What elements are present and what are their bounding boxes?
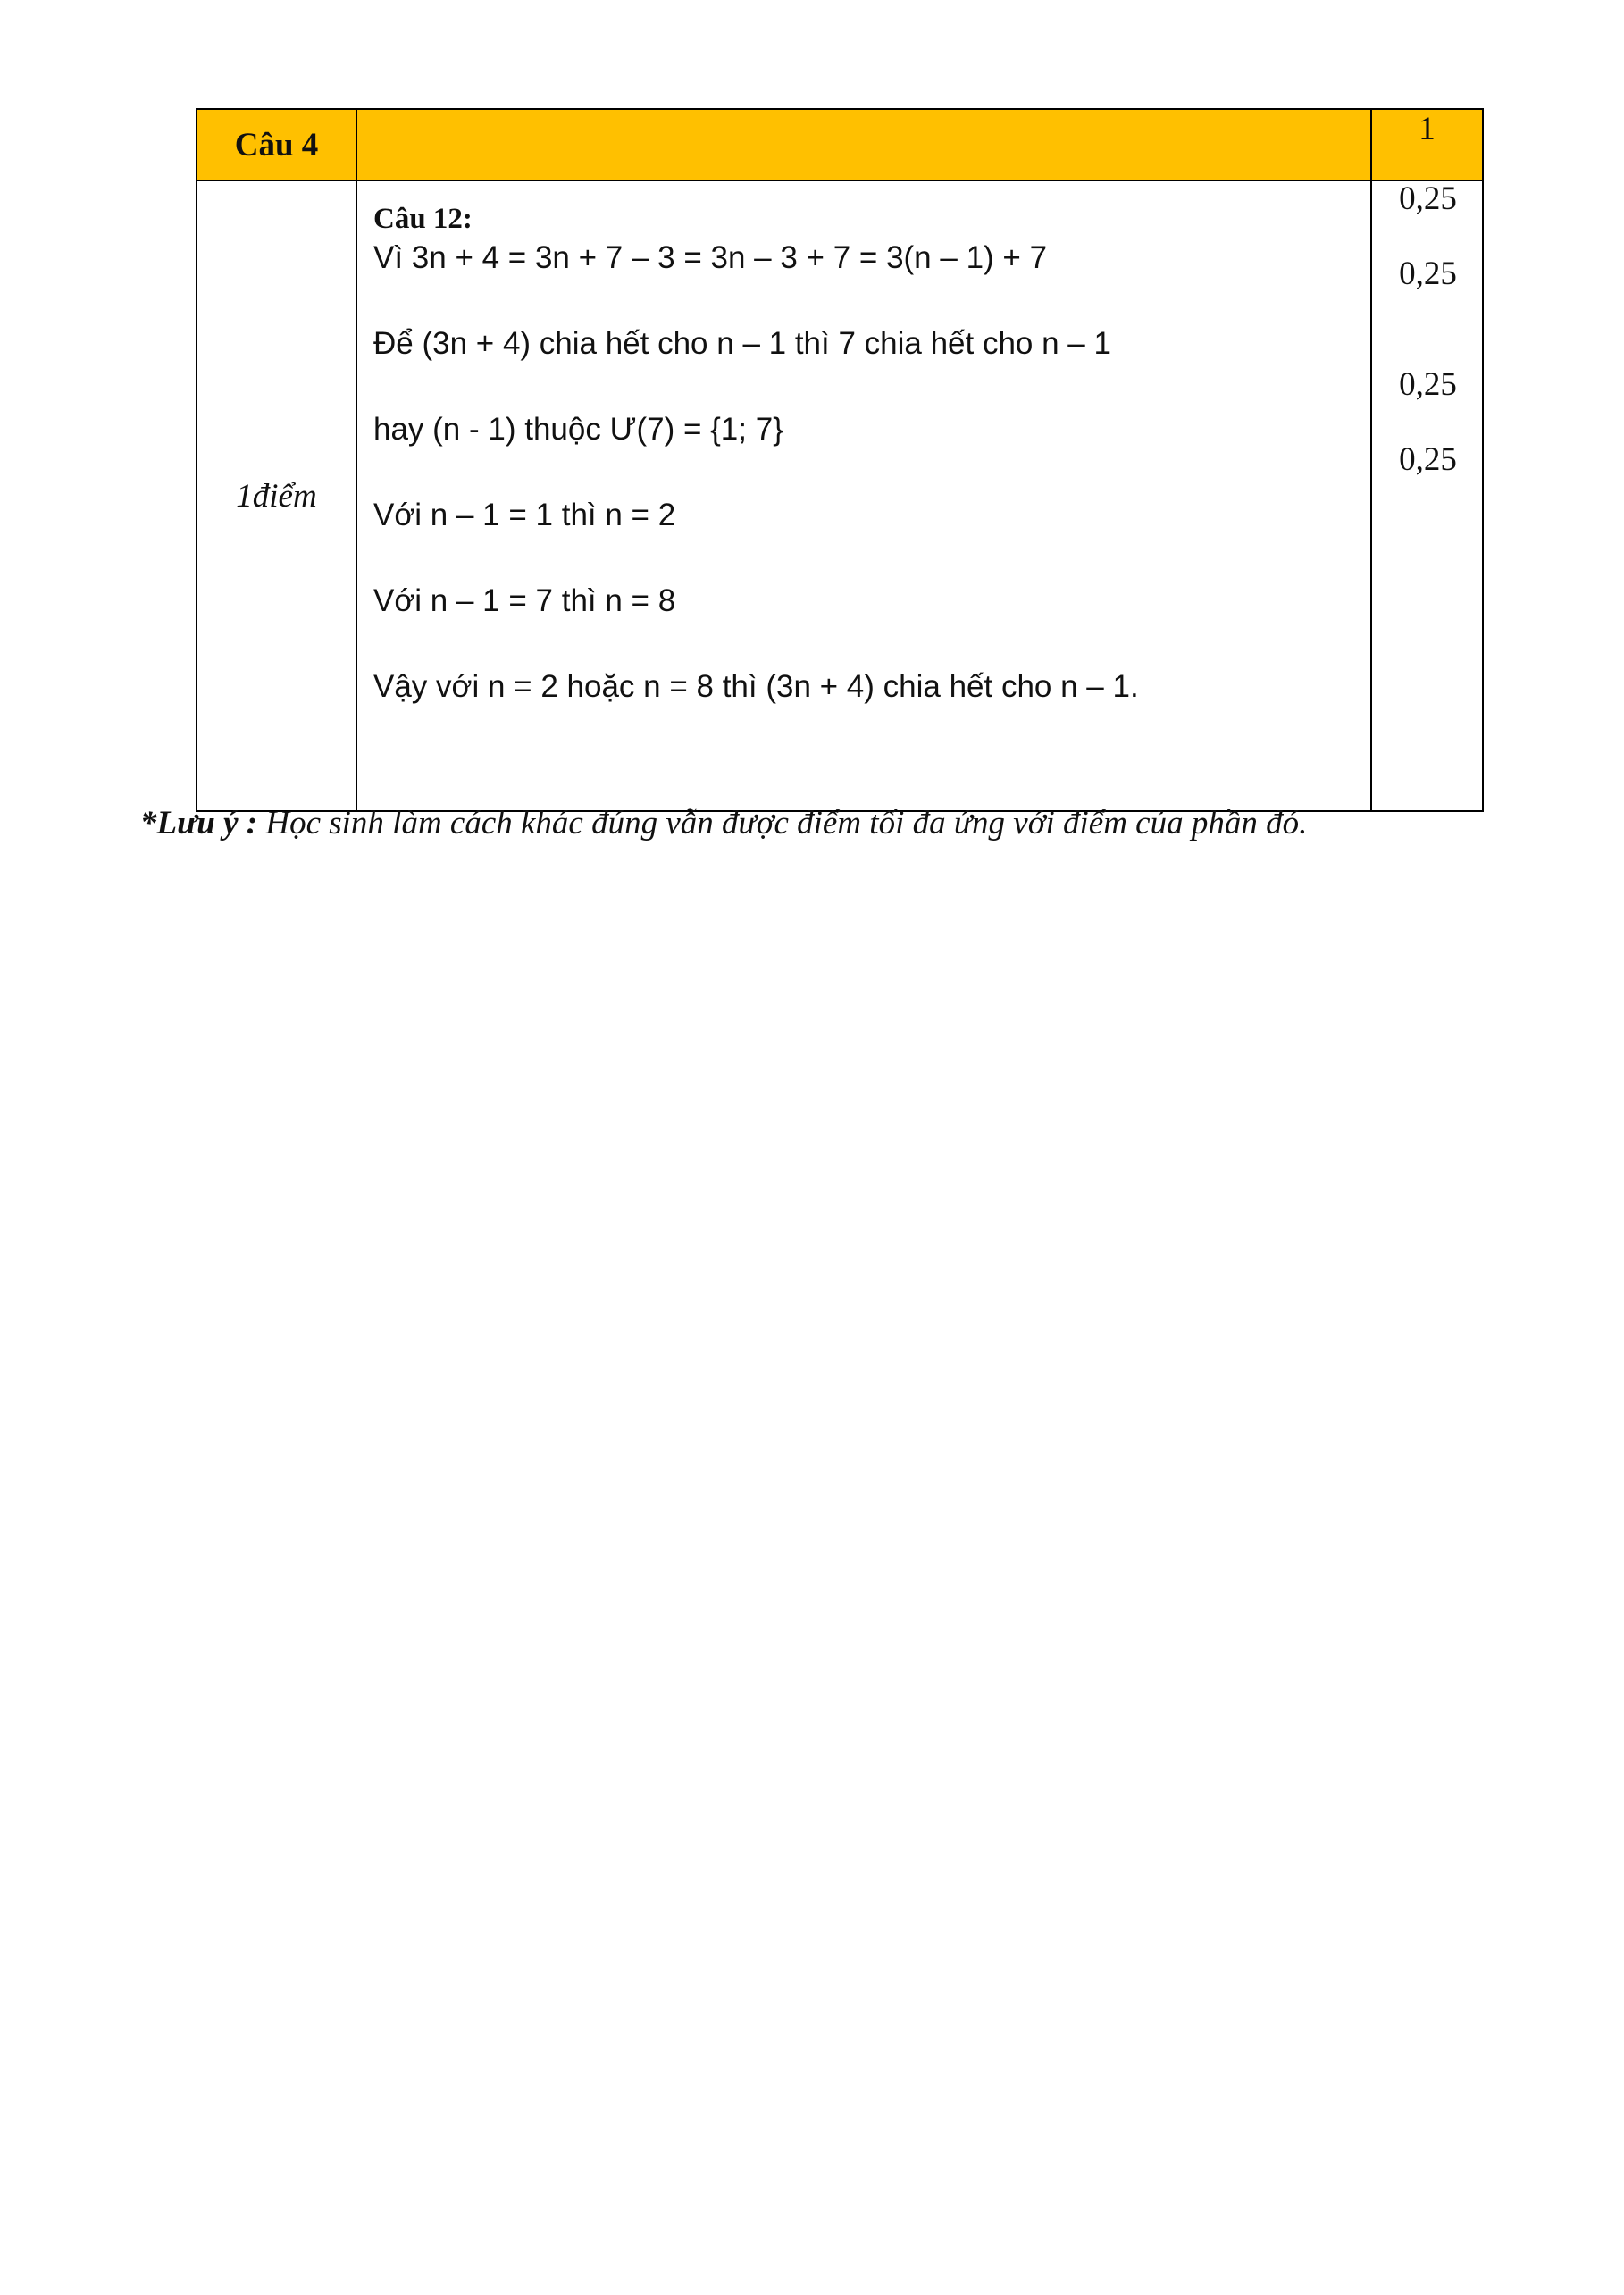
step-score: 0,25 [1399,255,1457,292]
header-empty-cell [356,109,1371,180]
points-label: 1điểm [197,180,356,811]
total-score: 1 [1371,109,1483,180]
step-score: 0,25 [1399,441,1457,478]
solution-step: Với n – 1 = 7 thì n = 8 [373,583,676,618]
note-text: Học sinh làm cách khác đúng vẫn được điểm tối đa ứng với điểm của phần đó. [257,805,1308,842]
solution-cell [356,180,1371,811]
table-header-row [197,109,1483,180]
solution-step: hay (n - 1) thuộc Ư(7) = {1; 7} [373,412,783,447]
solution-step: Để (3n + 4) chia hết cho n – 1 thì 7 chia hết cho n – 1 [373,326,1111,361]
answer-table [196,108,1484,812]
solution-step: Vì 3n + 4 = 3n + 7 – 3 = 3n – 3 + 7 = 3(n – 1) + 7 [373,240,1048,275]
solution-step: Với n – 1 = 1 thì n = 2 [373,498,676,532]
question-number: Câu 4 [197,109,356,180]
question-title: Câu 12: [373,203,473,235]
note-label: *Lưu ý : [140,805,258,842]
step-score: 0,25 [1399,180,1457,217]
step-score: 0,25 [1399,366,1457,403]
grading-note [140,804,1307,842]
scores-cell [1371,180,1483,811]
solution-step: Vậy với n = 2 hoặc n = 8 thì (3n + 4) chia hết cho n – 1. [373,669,1139,704]
table-body-row [197,180,1483,811]
